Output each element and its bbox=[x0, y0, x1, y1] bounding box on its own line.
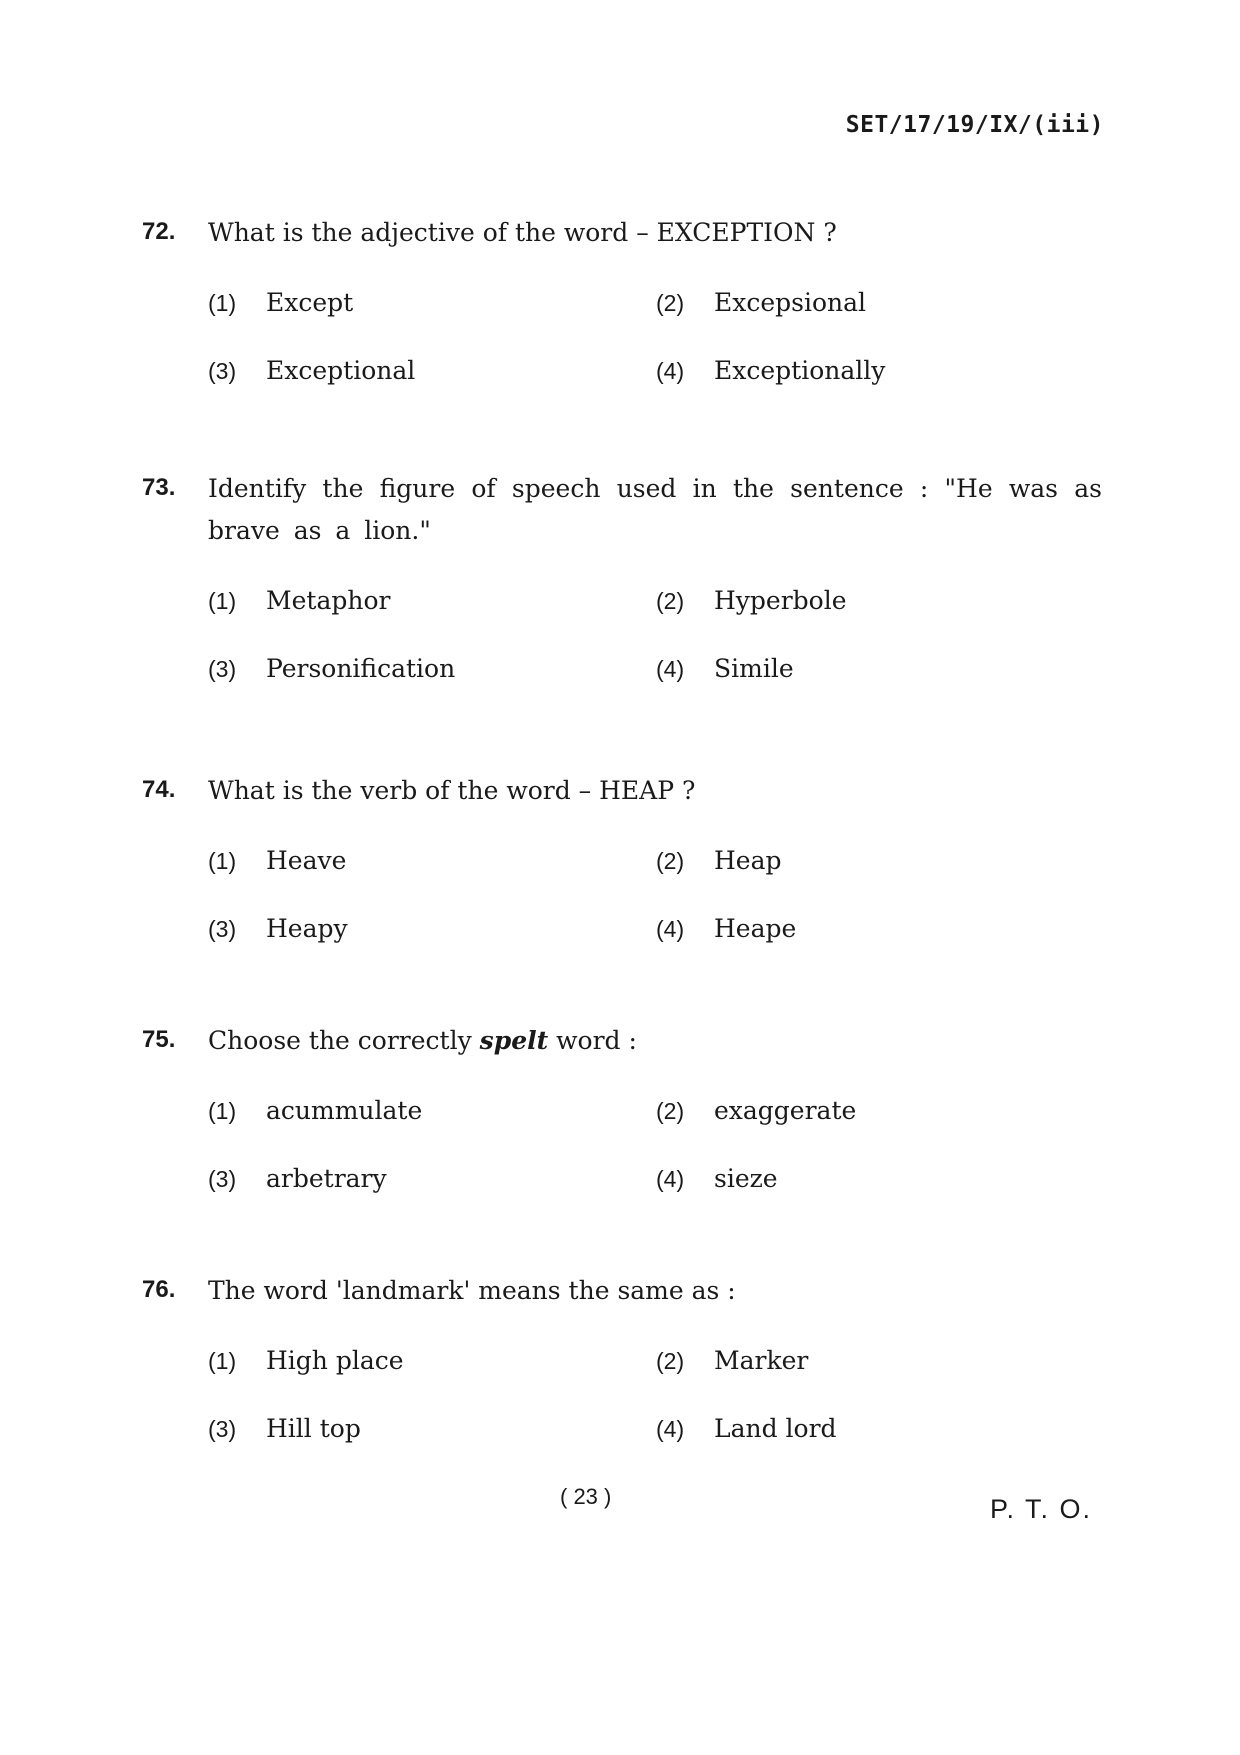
option-4 bbox=[656, 910, 1104, 948]
option-number: (1) bbox=[208, 848, 237, 874]
option-1 bbox=[208, 1092, 656, 1130]
option-text: Land lord bbox=[714, 1414, 837, 1443]
option-text: Metaphor bbox=[266, 586, 391, 615]
option-text: Exceptional bbox=[266, 356, 416, 385]
question-75 bbox=[142, 1020, 1102, 1198]
question-text bbox=[208, 1020, 1102, 1062]
option-text: acummulate bbox=[266, 1096, 423, 1125]
option-text: Excepsional bbox=[714, 288, 867, 317]
option-4 bbox=[656, 1410, 1104, 1448]
option-text: Heape bbox=[714, 914, 797, 943]
option-4 bbox=[656, 650, 1104, 688]
option-1 bbox=[208, 284, 656, 322]
option-number: (3) bbox=[208, 916, 237, 942]
option-text: Simile bbox=[714, 654, 794, 683]
option-4 bbox=[656, 352, 1104, 390]
option-number: (3) bbox=[208, 656, 237, 682]
option-text: Hyperbole bbox=[714, 586, 847, 615]
question-text: Identify the figure of speech used in the sentence : "He was as brave as a lion." bbox=[208, 474, 1102, 545]
option-1 bbox=[208, 582, 656, 620]
option-1 bbox=[208, 842, 656, 880]
question-74 bbox=[142, 770, 1102, 948]
option-number: (1) bbox=[208, 290, 237, 316]
question-number: 75. bbox=[142, 1026, 176, 1053]
option-2 bbox=[656, 842, 1104, 880]
option-3 bbox=[208, 1410, 656, 1448]
option-text: Personification bbox=[266, 654, 456, 683]
option-2 bbox=[656, 284, 1104, 322]
question-text-start: Choose the correctly bbox=[208, 1026, 480, 1055]
option-number: (4) bbox=[656, 1166, 685, 1192]
option-1 bbox=[208, 1342, 656, 1380]
question-number: 74. bbox=[142, 776, 176, 803]
question-text: What is the verb of the word – HEAP ? bbox=[208, 776, 696, 805]
option-text: sieze bbox=[714, 1164, 778, 1193]
options-list bbox=[208, 842, 1102, 948]
question-number: 76. bbox=[142, 1276, 176, 1303]
option-number: (3) bbox=[208, 1166, 237, 1192]
option-text: Hill top bbox=[266, 1414, 361, 1443]
option-4 bbox=[656, 1160, 1104, 1198]
option-number: (4) bbox=[656, 656, 685, 682]
option-number: (2) bbox=[656, 1348, 685, 1374]
question-76 bbox=[142, 1270, 1102, 1448]
option-text: Marker bbox=[714, 1346, 809, 1375]
question-text-end: word : bbox=[548, 1026, 637, 1055]
option-text: High place bbox=[266, 1346, 404, 1375]
option-number: (2) bbox=[656, 848, 685, 874]
options-list bbox=[208, 582, 1102, 688]
option-text: Exceptionally bbox=[714, 356, 886, 385]
option-number: (2) bbox=[656, 588, 685, 614]
option-3 bbox=[208, 910, 656, 948]
option-2 bbox=[656, 582, 1104, 620]
option-number: (1) bbox=[208, 1098, 237, 1124]
option-number: (4) bbox=[656, 358, 685, 384]
option-text: Heap bbox=[714, 846, 782, 875]
option-text: exaggerate bbox=[714, 1096, 857, 1125]
option-number: (1) bbox=[208, 588, 237, 614]
question-text: The word 'landmark' means the same as : bbox=[208, 1276, 736, 1305]
question-text-emphasis: spelt bbox=[479, 1026, 549, 1055]
option-2 bbox=[656, 1092, 1104, 1130]
option-2 bbox=[656, 1342, 1104, 1380]
question-73 bbox=[142, 468, 1102, 688]
question-number: 72. bbox=[142, 218, 176, 245]
question-72 bbox=[142, 212, 1102, 390]
option-3 bbox=[208, 1160, 656, 1198]
option-text: arbetrary bbox=[266, 1164, 387, 1193]
option-text: Heapy bbox=[266, 914, 348, 943]
page-number: ( 23 ) bbox=[560, 1484, 612, 1509]
option-text: Except bbox=[266, 288, 354, 317]
option-number: (1) bbox=[208, 1348, 237, 1374]
option-text: Heave bbox=[266, 846, 347, 875]
option-number: (3) bbox=[208, 1416, 237, 1442]
options-list bbox=[208, 1342, 1102, 1448]
option-number: (4) bbox=[656, 916, 685, 942]
question-text: What is the adjective of the word – EXCEPTION ? bbox=[208, 218, 837, 247]
option-3 bbox=[208, 352, 656, 390]
please-turn-over: P. T. O. bbox=[990, 1494, 1093, 1524]
options-list bbox=[208, 1092, 1102, 1198]
option-number: (2) bbox=[656, 290, 685, 316]
options-list bbox=[208, 284, 1102, 390]
paper-code: SET/17/19/IX/(iii) bbox=[845, 112, 1104, 138]
question-number: 73. bbox=[142, 474, 176, 501]
option-3 bbox=[208, 650, 656, 688]
option-number: (3) bbox=[208, 358, 237, 384]
option-number: (2) bbox=[656, 1098, 685, 1124]
option-number: (4) bbox=[656, 1416, 685, 1442]
